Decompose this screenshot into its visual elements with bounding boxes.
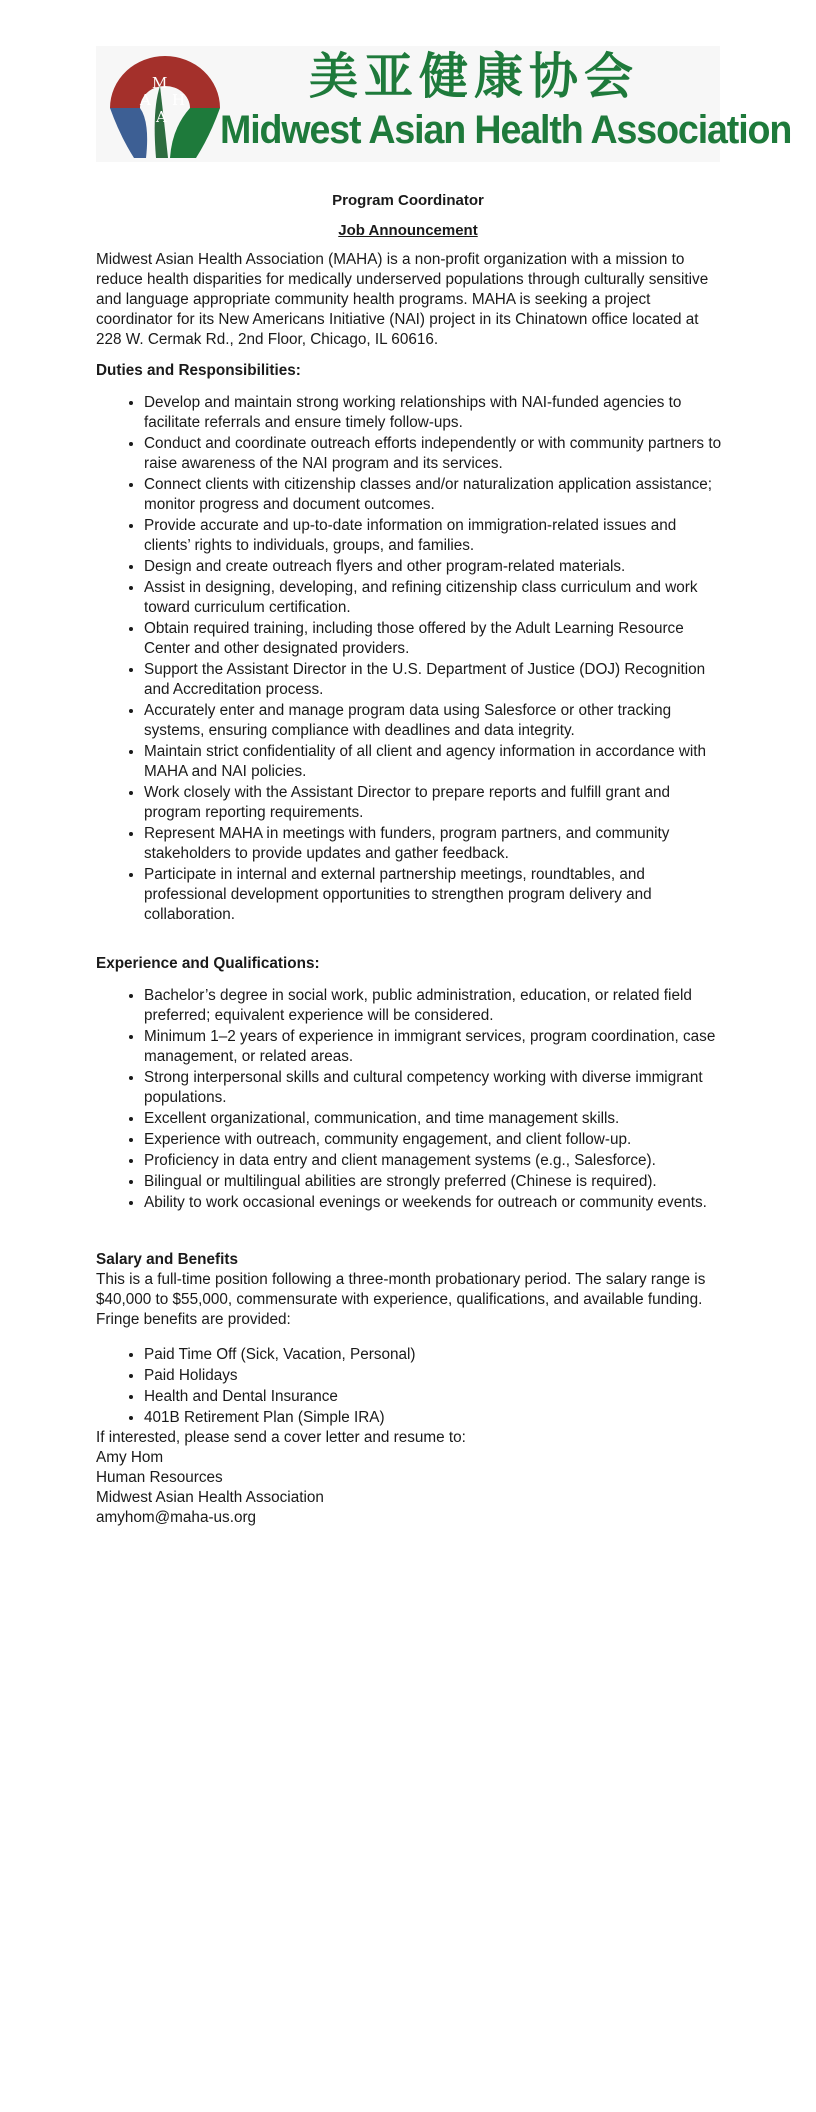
list-item: • Work closely with the Assistant Director to prepare reports and fulfill grant and program reporting requirements. <box>144 782 726 823</box>
list-item: • Support the Assistant Director in the U.S. Department of Justice (DOJ) Recognition and Accreditation process. <box>144 659 726 700</box>
list-item: • 401B Retirement Plan (Simple IRA) <box>144 1407 726 1428</box>
list-item: • Minimum 1–2 years of experience in immigrant services, program coordination, case management, or related areas. <box>144 1026 726 1067</box>
job-description <box>96 250 726 1528</box>
logo-letter-m: M <box>152 74 168 92</box>
experience-heading: Experience and Qualifications: <box>96 955 320 972</box>
contact-name: Amy Hom <box>96 1449 164 1466</box>
maha-logo-icon <box>106 50 224 160</box>
contact-email[interactable]: amyhom@maha-us.org <box>96 1509 257 1526</box>
duties-list <box>96 392 726 925</box>
list-item: • Bilingual or multilingual abilities are strongly preferred (Chinese is required). <box>144 1171 726 1192</box>
job-subtitle: Job Announcement <box>338 222 478 239</box>
list-item: • Ability to work occasional evenings or weekends for outreach or community events. <box>144 1192 726 1213</box>
logo-letter-h: H <box>172 91 186 109</box>
list-item: • Design and create outreach flyers and other program-related materials. <box>144 556 726 577</box>
list-item: • Accurately enter and manage program data using Salesforce or other tracking systems, ensuring compliance with deadlines and data integrity. <box>144 700 726 741</box>
logo-letter-a-bottom: A <box>156 108 167 126</box>
list-item: • Develop and maintain strong working relationships with NAI-funded agencies to facilitate referrals and ensure timely follow-ups. <box>144 392 726 433</box>
chinese-org-name: 美亚健康协会 <box>309 47 640 105</box>
list-item: • Maintain strict confidentiality of all client and agency information in accordance with MAHA and NAI policies. <box>144 741 726 782</box>
intro-paragraph: Midwest Asian Health Association (MAHA) is a non-profit organization with a mission to reduce health disparities for medically underserved populations through culturally sensitive and language appropriate community health programs. MAHA is seeking a project coordinator for its New Americans Initiative (NAI) project in its Chinatown office located at 228 W. Cermak Rd., 2nd Floor, Chicago, IL 60616. <box>96 251 709 348</box>
list-item: • Proficiency in data entry and client management systems (e.g., Salesforce). <box>144 1150 726 1171</box>
benefits-list <box>96 1344 726 1428</box>
contact-department: Human Resources <box>96 1469 223 1486</box>
list-item: • Connect clients with citizenship classes and/or naturalization application assistance; monitor progress and document outcomes. <box>144 474 726 515</box>
logo-letter-a-left: A <box>140 91 151 109</box>
list-item: • Assist in designing, developing, and refining citizenship class curriculum and work toward curriculum certification. <box>144 577 726 618</box>
duties-heading: Duties and Responsibilities: <box>96 362 301 379</box>
salary-paragraph: This is a full-time position following a three-month probationary period. The salary range is $40,000 to $55,000, commensurate with experience, qualifications, and available funding. Fringe benefits are provided: <box>96 1271 706 1328</box>
job-title: Program Coordinator <box>332 192 484 209</box>
salary-heading: Salary and Benefits <box>96 1251 238 1268</box>
list-item: • Health and Dental Insurance <box>144 1386 726 1407</box>
list-item: • Paid Holidays <box>144 1365 726 1386</box>
list-item: • Obtain required training, including those offered by the Adult Learning Resource Center and other designated providers. <box>144 618 726 659</box>
contact-organization: Midwest Asian Health Association <box>96 1489 324 1506</box>
list-item: • Conduct and coordinate outreach efforts independently or with community partners to raise awareness of the NAI program and its services. <box>144 433 726 474</box>
contact-intro: If interested, please send a cover letter and resume to: <box>96 1429 466 1446</box>
list-item: • Bachelor’s degree in social work, public administration, education, or related field preferred; equivalent experience will be considered. <box>144 985 726 1026</box>
list-item: • Participate in internal and external partnership meetings, roundtables, and professional development opportunities to strengthen program delivery and collaboration. <box>144 864 726 925</box>
list-item: • Paid Time Off (Sick, Vacation, Personal) <box>144 1344 726 1365</box>
list-item: • Represent MAHA in meetings with funders, program partners, and community stakeholders to provide updates and gather feedback. <box>144 823 726 864</box>
list-item: • Experience with outreach, community engagement, and client follow-up. <box>144 1129 726 1150</box>
experience-list <box>96 985 726 1213</box>
letterhead <box>96 46 792 162</box>
list-item: • Excellent organizational, communication, and time management skills. <box>144 1108 726 1129</box>
org-name: Midwest Asian Health Association <box>220 108 792 152</box>
list-item: • Strong interpersonal skills and cultural competency working with diverse immigrant populations. <box>144 1067 726 1108</box>
list-item: • Provide accurate and up-to-date information on immigration-related issues and clients’ rights to individuals, groups, and families. <box>144 515 726 556</box>
